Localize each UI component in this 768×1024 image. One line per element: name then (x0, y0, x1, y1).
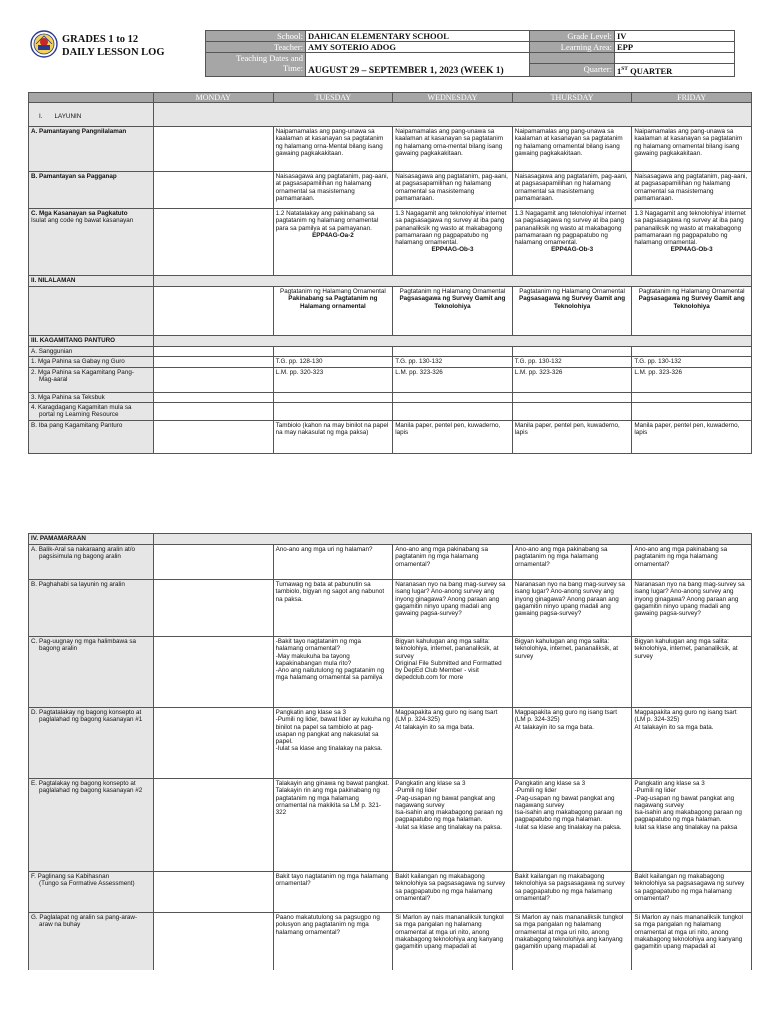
area-label: Learning Area: (530, 42, 615, 53)
cell-karagdagang-friday (632, 402, 752, 420)
row-nilalaman (29, 287, 752, 336)
kagamitan-span (154, 336, 752, 347)
cell-karagdagang-thursday (512, 402, 632, 420)
cell-paghahabi-monday (154, 580, 274, 637)
label-gabay-ng-guro: 1. Mga Pahina sa Gabay ng Guro (29, 357, 154, 367)
cell-paglalapat-thursday: Si Marlon ay nais mananaliksik tungkol sa mga pangalan ng halamang ornamental at mga uri nito, anong makabagong teknolohiya ang kanyang gagamitin upang mapadali at (512, 913, 632, 971)
cell-paglinang-monday (154, 872, 274, 913)
cell-iba-tuesday: Tambiolo (kahon na may binilot na papel na may nakasulat ng mga paksa) (273, 420, 393, 453)
grade-label: Grade Level: (530, 31, 615, 42)
row-teksbuk (29, 392, 752, 402)
cell-pagtatalakay-1-friday: Magpapakita ang guro ng isang tsart (LM p. 324-325) At talakayin ito sa mga bata. (632, 708, 752, 779)
dates-label-line-2: Time: (282, 63, 303, 73)
cell-sanggunian-friday (632, 347, 752, 357)
label-paglinang-line-2: (Tungo sa Formative Assessment) (39, 880, 135, 888)
pamamaraan-heading: IV. PAMAMARAAN (29, 534, 154, 545)
day-header-row (29, 93, 752, 103)
row-pag-uugnay (29, 637, 752, 708)
dates-label-line-1: Teaching Dates and (236, 53, 303, 63)
cell-lm-tuesday: L.M. pp. 320-323 (273, 367, 393, 392)
cell-karagdagang-monday (154, 402, 274, 420)
cell-nilalaman-wednesday (393, 287, 513, 336)
kasanayan-thursday-text: 1.3 Nagagamit ang teknolohiya/ internet sa pagsasagawa ng survey at iba pang pananaliksik ng wasto at makabagong pamamaraan ng pagpapatubo ng halamang ornamental. (514, 210, 627, 247)
title-line-2: DAILY LESSON LOG (62, 47, 165, 58)
cell-paghahabi-wednesday: Naranasan nyo na bang mag-survey sa isang lugar? Ano-anong survey ang inyong ginagawa? Anong paraan ang gagamitin ninyo upang madali ang gawaing pagsa-survey? (393, 580, 513, 637)
layunin-row (29, 103, 752, 127)
dates-value: AUGUST 29 – SEPTEMBER 1, 2023 (WEEK 1) (306, 53, 530, 77)
quarter-value-blank (615, 53, 735, 64)
quarter-suffix: ST (621, 66, 628, 72)
cell-gabay-tuesday: T.G. pp. 128-130 (273, 357, 393, 367)
layunin-label: LAYUNIN (54, 113, 82, 120)
cell-teksbuk-thursday (512, 392, 632, 402)
kasanayan-thursday-code: EPP4AG-Ob-3 (551, 246, 594, 254)
label-kasanayan-line-2: Isulat ang code ng bawat kasanayan (31, 217, 134, 225)
label-teksbuk: 3. Mga Pahina sa Teksbuk (29, 392, 154, 402)
cell-lm-thursday: L.M. pp. 323-326 (512, 367, 632, 392)
cell-paglinang-friday: Bakit kailangan ng makabagong teknolohiya sa pagsasagawa ng survey sa pagpapatubo ng mga halamang ornamental? (632, 872, 752, 913)
label-paglinang (29, 872, 154, 913)
cell-pagtatalakay-2-friday: Pangkatin ang klase sa 3 -Pumili ng lider -Pag-usapan ng bawat pangkat ang nagawang survey Isa-isahin ang makabagong paraan ng pagpapatubo ng mga halaman. Iulat sa klase ang tinalakay na paksa (632, 779, 752, 872)
cell-gabay-wednesday: T.G. pp. 130-132 (393, 357, 513, 367)
cell-paglalapat-friday: Si Marlon ay nais mananaliksik tungkol sa mga pangalan ng halamang ornamental at mga uri nito, anong makabagong teknolohiya ang kanyang gagamitin upang mapadali at (632, 913, 752, 971)
nilalaman-heading: II. NILALAMAN (29, 276, 154, 287)
label-kagamitang-line-1: 2. Mga Pahina sa Kagamitang Pang- (31, 368, 134, 376)
cell-pagtatalakay-1-thursday: Magpapakita ang guro ng isang tsart (LM p. 324-325) At talakayin ito sa mga bata. (512, 708, 632, 779)
cell-paghahabi-tuesday: Tumawag ng bata at pabunutin sa tambiolo, bigyan ng sagot ang nabunot na paksa. (273, 580, 393, 637)
school-label: School: (206, 31, 306, 42)
cell-gabay-monday (154, 357, 274, 367)
cell-paglalapat-tuesday: Paano makatutulong sa pagsugpo ng polusyon ang pagtatanim ng mga halamang ornamental? (273, 913, 393, 971)
cell-sanggunian-monday (154, 347, 274, 357)
pamamaraan-span (154, 534, 752, 545)
cell-nilalaman-friday (632, 287, 752, 336)
day-thursday: THURSDAY (512, 93, 632, 103)
lesson-plan-table-2 (28, 533, 752, 970)
cell-pag-uugnay-thursday: Bigyan kahulugan ang mga salita: teknolohiya, internet, pananaliksik, at survey (512, 637, 632, 708)
cell-nilalaman-monday (154, 287, 274, 336)
nilalaman-tuesday-sub: Pakinabang sa Pagtatanim ng Halamang ornamental (288, 295, 378, 310)
label-pagtatalakay-2-line-2: paglalahad ng bagong kasanayan #2 (39, 787, 143, 795)
row-karagdagang-kagamitan (29, 402, 752, 420)
label-paglinang-line-1: F. Paglinang sa Kabihasnan (31, 873, 110, 880)
cell-karagdagang-wednesday (393, 402, 513, 420)
cell-balik-aral-tuesday: Ano-ano ang mga uri ng halaman? (273, 545, 393, 580)
label-paglalapat-line-1: G. Paglalapat ng aralin sa pang-araw- (31, 914, 138, 921)
label-pagtatalakay-1-line-1: D. Pagtatalakay ng bagong konsepto at (31, 709, 142, 716)
dates-label (206, 53, 306, 77)
label-paghahabi: B. Paghahabi sa layunin ng aralin (29, 580, 154, 637)
cell-balik-aral-monday (154, 545, 274, 580)
cell-sanggunian-tuesday (273, 347, 393, 357)
cell-pag-uugnay-wednesday: Bigyan kahulugan ang mga salita: teknolohiya, internet, pananaliksik, at survey Original File Submitted and Formatted by DepEd Club Member - visit depedclub.com for more (393, 637, 513, 708)
header-title-block (28, 30, 208, 70)
school-info-table (205, 30, 735, 77)
cell-lm-monday (154, 367, 274, 392)
cell-paglalapat-monday (154, 913, 274, 971)
label-nilalaman-blank (29, 287, 154, 336)
label-pag-uugnay-line-1: C. Pag-uugnay ng mga halimbawa sa (31, 638, 137, 645)
layunin-heading (29, 103, 154, 127)
day-wednesday: WEDNESDAY (393, 93, 513, 103)
cell-gabay-friday: T.G. pp. 130-132 (632, 357, 752, 367)
cell-c-wednesday (393, 209, 513, 276)
nilalaman-friday-sub: Pagsasagawa ng Survey Gamit ang Teknolohiya (638, 295, 745, 310)
label-kagamitang-line-2: Mag-aaral (39, 375, 68, 383)
teacher-label: Teacher: (206, 42, 306, 53)
row-pagtatalakay-1 (29, 708, 752, 779)
cell-a-thursday: Naipamamalas ang pang-unawa sa kaalaman at kasanayan sa pagtatanim ng halamang ornamental bilang isang gawaing pagkakakitaan. (512, 127, 632, 172)
label-kagamitang-pang-mag-aaral (29, 367, 154, 392)
nilalaman-friday-topic: Pagtatanim ng Halamang Ornamental (638, 288, 745, 295)
cell-karagdagang-tuesday (273, 402, 393, 420)
label-balik-aral (29, 545, 154, 580)
cell-a-tuesday: Naipamamalas ang pang-unawa sa kaalaman at kasanayan sa pagtatanim ng halamang orna-Mental bilang isang gawaing pagkakakitaan. (273, 127, 393, 172)
cell-teksbuk-friday (632, 392, 752, 402)
area-value: EPP (615, 42, 735, 53)
label-paglalapat (29, 913, 154, 971)
cell-pagtatalakay-2-tuesday: Talakayin ang ginawa ng bawat pangkat. Talakayin rin ang mga pakinabang ng pagtatanim ng mga halamang ornamental na makikita sa LM p. 321-322 (273, 779, 393, 872)
lesson-plan-table-1 (28, 92, 752, 454)
school-value: DAHICAN ELEMENTARY SCHOOL (306, 31, 530, 42)
cell-sanggunian-thursday (512, 347, 632, 357)
layunin-number: I. (39, 113, 43, 120)
row-pagtatalakay-2 (29, 779, 752, 872)
cell-a-friday: Naipamamalas ang pang-unawa sa kaalaman at kasanayan sa pagtatanim ng halamang ornamental bilang isang gawaing pagkakakitaan. (632, 127, 752, 172)
label-kasanayan-line-1: C. Mga Kasanayan sa Pagkatuto (31, 210, 128, 217)
cell-lm-wednesday: L.M. pp. 323-326 (393, 367, 513, 392)
cell-teksbuk-monday (154, 392, 274, 402)
cell-c-monday (154, 209, 274, 276)
cell-iba-friday: Manila paper, pentel pen, kuwaderno, lapis (632, 420, 752, 453)
cell-b-thursday: Naisasagawa ang pagtatanim, pag-aani, at pagsasapamilihan ng halamang ornamental sa masistemang pamamaraan. (512, 172, 632, 209)
label-pagtatalakay-2-line-1: E. Pagtalakay ng bagong konsepto at (31, 780, 136, 787)
label-pag-uugnay (29, 637, 154, 708)
cell-pagtatalakay-1-tuesday: Pangkatin ang klase sa 3 -Pumili ng lider, bawat lider ay kukuha ng binilot na papel sa tambiolo at pag-usapan ng pangkat ang nakasulat sa papel. -Iulat sa klase ang tinalakay na paksa. (273, 708, 393, 779)
cell-pagtatalakay-1-wednesday: Magpapakita ang guro ng isang tsart (LM p. 324-325) At talakayin ito sa mga bata. (393, 708, 513, 779)
row-kasanayan (29, 209, 752, 276)
grade-value: IV (615, 31, 735, 42)
cell-c-friday (632, 209, 752, 276)
day-monday: MONDAY (154, 93, 274, 103)
kagamitan-section-row (29, 336, 752, 347)
label-karagdagang-line-2: portal ng Learning Resource (39, 411, 119, 419)
row-paghahabi (29, 580, 752, 637)
cell-pag-uugnay-friday: Bigyan kahulugan ang mga salita: teknolohiya, internet, pananaliksik, at survey (632, 637, 752, 708)
cell-paghahabi-thursday: Naranasan nyo na bang mag-survey sa isang lugar? Ano-anong survey ang inyong ginagawa? Anong paraan ang gagamitin ninyo upang madali ang gawaing pagsa-survey? (512, 580, 632, 637)
cell-paglinang-thursday: Bakit kailangan ng makabagong teknolohiya sa pagsasagawa ng survey sa pagpapatubo ng mga halamang ornamental? (512, 872, 632, 913)
cell-nilalaman-thursday (512, 287, 632, 336)
quarter-value (615, 64, 735, 77)
pamamaraan-section-row (29, 534, 752, 545)
nilalaman-wednesday-topic: Pagtatanim ng Halamang Ornamental (399, 288, 506, 295)
cell-pagtatalakay-2-thursday: Pangkatin ang klase sa 3 -Pumili ng lider -Pag-usapan ng bawat pangkat ang nagawang survey Isa-isahin ang makabagong paraan ng pagpapatubo ng mga halaman. -Iulat sa klase ang tinalakay na paksa. (512, 779, 632, 872)
label-pamantayan-sa-pagganap: B. Pamantayan sa Pagganap (29, 172, 154, 209)
nilalaman-span (154, 276, 752, 287)
title-line-1: GRADES 1 to 12 (62, 34, 139, 45)
label-sanggunian: A. Sanggunian (29, 347, 154, 357)
row-paglinang (29, 872, 752, 913)
layunin-span (154, 103, 752, 127)
row-iba-pang-kagamitan (29, 420, 752, 453)
cell-b-monday (154, 172, 274, 209)
cell-teksbuk-tuesday (273, 392, 393, 402)
cell-a-monday (154, 127, 274, 172)
teacher-value: AMY SOTERIO ADOG (306, 42, 530, 53)
cell-c-thursday (512, 209, 632, 276)
cell-b-friday: Naisasagawa ang pagtatanim, pag-aani, at pagsasapamilihan ng halamang ornamental sa masistemang pamamaraan. (632, 172, 752, 209)
quarter-word: QUARTER (630, 65, 673, 76)
kasanayan-tuesday-code: EPP4AG-Oa-2 (312, 231, 354, 239)
label-karagdagang-line-1: 4. Karagdagang Kagamitan mula sa (31, 403, 132, 411)
cell-balik-aral-friday: Ano-ano ang mga pakinabang sa pagtatanim ng mga halamang ornamental? (632, 545, 752, 580)
row-pamantayang-pangnilalaman (29, 127, 752, 172)
day-friday: FRIDAY (632, 93, 752, 103)
label-karagdagang-kagamitan (29, 402, 154, 420)
cell-pagtatalakay-2-monday (154, 779, 274, 872)
cell-paglinang-tuesday: Bakit tayo nagtatanim ng mga halamang ornamental? (273, 872, 393, 913)
day-header-blank (29, 93, 154, 103)
label-paglalapat-line-2: araw na buhay (39, 921, 81, 929)
row-kagamitang-pang-mag-aaral (29, 367, 752, 392)
row-pamantayan-sa-pagganap (29, 172, 752, 209)
nilalaman-tuesday-topic: Pagtatanim ng Halamang Ornamental (280, 288, 386, 295)
kasanayan-friday-text: 1.3 Nagagamit ang teknolohiya/ internet sa pagsasagawa ng survey at iba pang pananaliksik ng wasto at makabagong pamamaraan ng pagpapatubo ng halamang ornamental. (634, 210, 746, 247)
label-pag-uugnay-line-2: bagong aralin (39, 645, 78, 653)
cell-balik-aral-thursday: Ano-ano ang mga pakinabang sa pagtatanim ng mga halamang ornamental? (512, 545, 632, 580)
quarter-number: 1 (617, 65, 622, 76)
cell-b-tuesday: Naisasagawa ang pagtatanim, pag-aani, at pagsasapamilihan ng halamang ornamental sa masistemang pamamaraan. (273, 172, 393, 209)
cell-nilalaman-tuesday (273, 287, 393, 336)
nilalaman-thursday-sub: Pagsasagawa ng Survey Gamit ang Teknolohiya (519, 295, 626, 310)
cell-gabay-thursday: T.G. pp. 130-132 (512, 357, 632, 367)
kasanayan-wednesday-code: EPP4AG-Ob-3 (431, 246, 474, 254)
cell-paglalapat-wednesday: Si Marlon ay nais mananaliksik tungkol sa mga pangalan ng halamang ornamental at mga uri nito, anong makabagong teknolohiya ang kanyang gagamitin upang mapadali at (393, 913, 513, 971)
row-paglalapat (29, 913, 752, 971)
deped-seal-icon (30, 30, 58, 58)
label-pagtatalakay-1 (29, 708, 154, 779)
cell-pagtatalakay-1-monday (154, 708, 274, 779)
row-sanggunian (29, 347, 752, 357)
cell-iba-wednesday: Manila paper, pentel pen, kuwaderno, lapis (393, 420, 513, 453)
cell-pag-uugnay-tuesday: -Bakit tayo nagtatanim ng mga halamang ornamental? -May makukuha ba tayong kapakinabangan mula rito? -Ano ang naitutulong ng pagtatanim ng mga halamang ornamental sa pamilya (273, 637, 393, 708)
label-iba-pang-kagamitan: B. Iba pang Kagamitang Panturo (29, 420, 154, 453)
kagamitan-heading: III. KAGAMITANG PANTURO (29, 336, 154, 347)
cell-pagtatalakay-2-wednesday: Pangkatin ang klase sa 3 -Pumili ng lider -Pag-usapan ng bawat pangkat ang nagawang survey Isa-isahin ang makabagong paraan ng pagpapatubo ng mga halaman. -Iulat sa klase ang tinalakay na paksa. (393, 779, 513, 872)
nilalaman-thursday-topic: Pagtatanim ng Halamang Ornamental (519, 288, 625, 295)
kasanayan-tuesday-text: 1.2 Natatalakay ang pakinabang sa pagtatanim ng halamang ornamental para sa pamilya at sa pamayanan. (275, 210, 379, 232)
row-balik-aral (29, 545, 752, 580)
cell-paghahabi-friday: Naranasan nyo na bang mag-survey sa isang lugar? Ano-anong survey ang inyong ginagawa? Anong paraan ang gagamitin ninyo upang madali ang gawaing pagsa-survey? (632, 580, 752, 637)
cell-c-tuesday (273, 209, 393, 276)
quarter-label: Quarter: (530, 64, 615, 77)
label-balik-aral-line-2: pagsisimula ng bagong aralin (39, 553, 121, 561)
cell-lm-friday: L.M. pp. 323-326 (632, 367, 752, 392)
cell-teksbuk-wednesday (393, 392, 513, 402)
day-tuesday: TUESDAY (273, 93, 393, 103)
label-pagtatalakay-2 (29, 779, 154, 872)
label-kasanayan (29, 209, 154, 276)
kasanayan-wednesday-text: 1.3 Nagagamit ang teknolohiya/ internet sa pagsasagawa ng survey at iba pang pananaliksik ng wasto at makabagong pamamaraan ng pagpapatubo ng halamang ornamental. (395, 210, 507, 247)
nilalaman-section-row (29, 276, 752, 287)
label-balik-aral-line-1: A. Balik-Aral sa nakaraang aralin at/o (31, 546, 135, 553)
cell-b-wednesday: Naisasagawa ang pagtatanim, pag-aani, at pagsasapamilihan ng halamang ornamental sa masistemang pamamaraan. (393, 172, 513, 209)
cell-iba-thursday: Manila paper, pentel pen, kuwaderno, lapis (512, 420, 632, 453)
label-pagtatalakay-1-line-2: paglalahad ng bagong kasanayan #1 (39, 716, 143, 724)
nilalaman-wednesday-sub: Pagsasagawa ng Survey Gamit ang Teknolohiya (399, 295, 506, 310)
cell-sanggunian-wednesday (393, 347, 513, 357)
quarter-label-blank (530, 53, 615, 64)
label-pamantayang-pangnilalaman: A. Pamantayang Pangnilalaman (29, 127, 154, 172)
kasanayan-friday-code: EPP4AG-Ob-3 (670, 246, 713, 254)
cell-a-wednesday: Naipamamalas ang pang-unawa sa kaalaman at kasanayan sa pagtatanim ng halamang orna-mental bilang isang gawaing pagkakakitaan. (393, 127, 513, 172)
row-gabay-ng-guro (29, 357, 752, 367)
cell-balik-aral-wednesday: Ano-ano ang mga pakinabang sa pagtatanim ng mga halamang ornamental? (393, 545, 513, 580)
cell-iba-monday (154, 420, 274, 453)
cell-paglinang-wednesday: Bakit kailangan ng makabagong teknolohiya sa pagsasagawa ng survey sa pagpapatubo ng mga halamang ornamental? (393, 872, 513, 913)
cell-pag-uugnay-monday (154, 637, 274, 708)
